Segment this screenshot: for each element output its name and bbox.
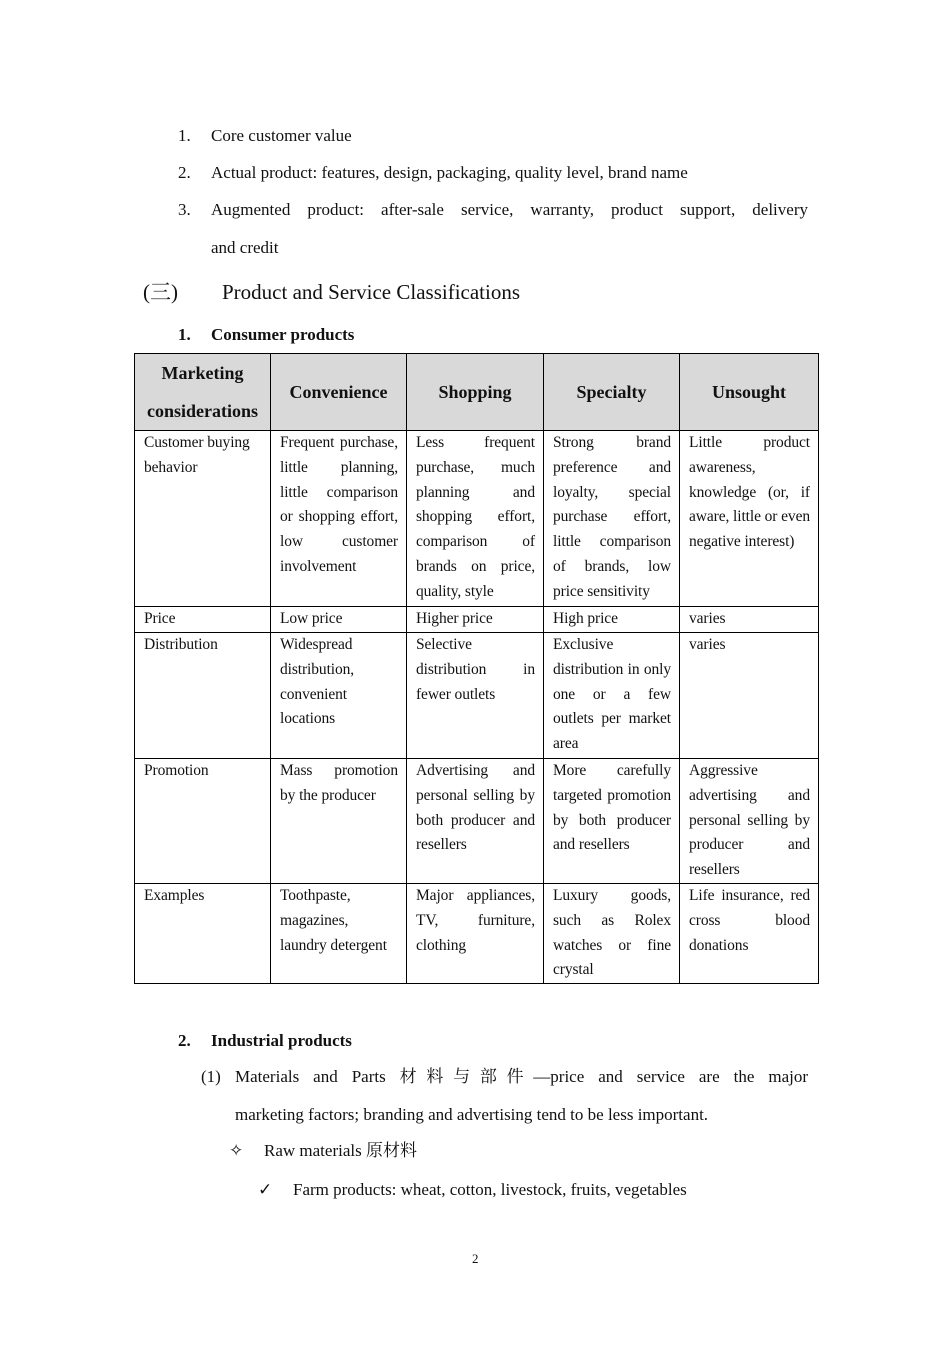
consumer-products-table xyxy=(134,353,819,984)
table-cell: Mass promotion by the producer xyxy=(271,759,407,884)
list-text-continuation: marketing factors; branding and advertising tend to be less important. xyxy=(235,1105,709,1124)
table-cell: Little product awareness, knowledge (or, if aware, little or even negative interest) xyxy=(680,431,819,607)
table-cell: varies xyxy=(680,633,819,759)
table-row xyxy=(135,607,819,633)
list-item xyxy=(178,199,818,261)
list-text: Actual product: features, design, packaging, quality level, brand name xyxy=(211,163,688,182)
column-header: Specialty xyxy=(544,354,680,431)
table-cell: High price xyxy=(544,607,680,633)
table-cell: More carefully targeted promotion by both producer and resellers xyxy=(544,759,680,884)
table-cell: Selective distribution in fewer outlets xyxy=(407,633,544,759)
list-text: Augmented product: after-sale service, warranty, product support, delivery xyxy=(211,200,808,219)
table-row xyxy=(135,633,819,759)
table-cell: Toothpaste, magazines, laundry detergent xyxy=(271,884,407,984)
sub-list-item xyxy=(229,1140,629,1162)
list-item xyxy=(178,162,818,184)
row-label: Promotion xyxy=(135,759,271,884)
check-list-item xyxy=(258,1179,778,1201)
list-number: 2. xyxy=(178,163,191,182)
list-text-continuation: and credit xyxy=(211,238,279,257)
table-cell: Widespread distribution, convenient locations xyxy=(271,633,407,759)
row-label: Price xyxy=(135,607,271,633)
table-row xyxy=(135,759,819,884)
heading-text: Industrial products xyxy=(211,1031,352,1050)
section-marker: (三) xyxy=(143,280,178,304)
table-cell: Luxury goods, such as Rolex watches or fine crystal xyxy=(544,884,680,984)
table-cell: Advertising and personal selling by both producer and resellers xyxy=(407,759,544,884)
table-header-row xyxy=(135,354,819,431)
checkmark-icon: ✓ xyxy=(258,1180,273,1199)
column-header: Unsought xyxy=(680,354,819,431)
subsection-heading xyxy=(178,1030,478,1052)
row-label: Examples xyxy=(135,884,271,984)
column-header: Convenience xyxy=(271,354,407,431)
list-text: Farm products: wheat, cotton, livestock, fruits, vegetables xyxy=(293,1180,687,1199)
heading-text: Consumer products xyxy=(211,325,355,344)
list-text: Core customer value xyxy=(211,126,352,145)
list-number: 1. xyxy=(178,126,191,145)
heading-number: 2. xyxy=(178,1031,191,1050)
heading-number: 1. xyxy=(178,325,191,344)
section-title: Product and Service Classifications xyxy=(222,280,521,304)
table-cell: Low price xyxy=(271,607,407,633)
diamond-bullet-icon: ✧ xyxy=(229,1141,244,1160)
row-label: Distribution xyxy=(135,633,271,759)
list-text: Raw materials 原材料 xyxy=(264,1141,417,1160)
table-cell: Major appliances, TV, furniture, clothing xyxy=(407,884,544,984)
list-marker: (1) xyxy=(201,1067,221,1086)
table-cell: Aggressive advertising and personal selling by producer and resellers xyxy=(680,759,819,884)
table-cell: Less frequent purchase, much planning and shopping effort, comparison of brands on price, quality, style xyxy=(407,431,544,607)
list-item xyxy=(178,125,818,147)
table-cell: Life insurance, red cross blood donations xyxy=(680,884,819,984)
column-header: Shopping xyxy=(407,354,544,431)
row-label: Customer buying behavior xyxy=(135,431,271,607)
page-number: 2 xyxy=(472,1251,479,1266)
list-item xyxy=(201,1066,808,1128)
table-row xyxy=(135,884,819,984)
table-cell: Frequent purchase, little planning, little comparison or shopping effort, low customer involvement xyxy=(271,431,407,607)
list-number: 3. xyxy=(178,200,191,219)
table-cell: Strong brand preference and loyalty, special purchase effort, little comparison of brands, low price sensitivity xyxy=(544,431,680,607)
table-cell: Exclusive distribution in only one or a few outlets per market area xyxy=(544,633,680,759)
table-cell: Higher price xyxy=(407,607,544,633)
list-text: Materials and Parts 材料与部件—price and service are the major xyxy=(235,1067,808,1086)
table-row xyxy=(135,431,819,607)
table-cell: varies xyxy=(680,607,819,633)
subsection-heading xyxy=(178,324,478,346)
column-header: Marketing considerations xyxy=(135,354,271,431)
